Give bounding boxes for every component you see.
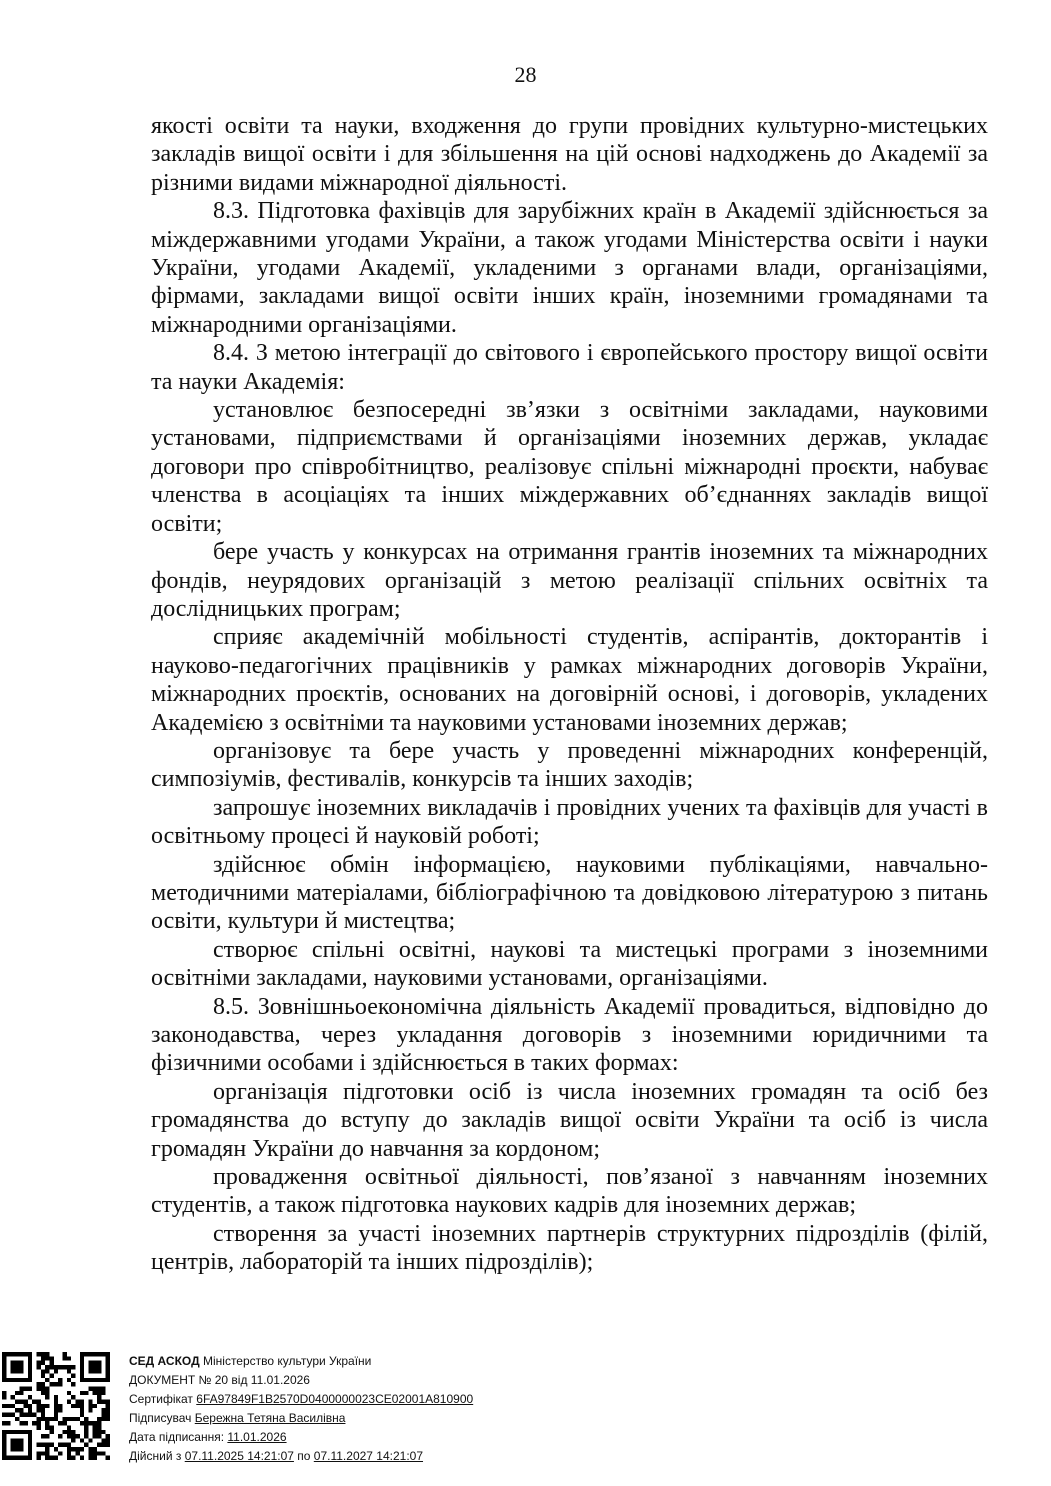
- paragraph-8-4: 8.4. З метою інтеграції до світового і європейського простору вищої освіти та науки Академія:: [151, 340, 988, 395]
- list-item-structural-units: створення за участі іноземних партнерів структурних підрозділів (філій, центрів, лабораторій та інших підрозділів);: [151, 1220, 988, 1276]
- valid-from: 07.11.2025 14:21:07: [184, 1449, 294, 1463]
- list-item-exchange: здійснює обмін інформацією, науковими публікаціями, навчально-методичними матеріалами, бібліографічною та довідковою літературою з питань освіти, культури й мистецтва;: [151, 851, 988, 935]
- stamp-document-line: [129, 1371, 473, 1390]
- stamp-signer-line: Підписувач Бережна Тетяна Василівна: [129, 1411, 346, 1425]
- paragraph-intro-continuation: якості освіти та науки, входження до групи провідних культурно-мистецьких закладів вищої освіти і для збільшення на цій основі надходжень до Академії за різними видами міжнародної діяльності.: [151, 113, 988, 196]
- ministry-name: Міністерство культури України: [202, 1354, 372, 1368]
- list-item-foreign-students: провадження освітньої діяльності, пов’язаної з навчанням іноземних студентів, а також підготовка наукових кадрів для іноземних держав;: [151, 1164, 988, 1219]
- signature-info: [129, 1352, 473, 1466]
- list-item-joint-programs: створює спільні освітні, наукові та мистецькі програми з іноземними освітніми закладами, науковими установами, організаціями.: [151, 936, 988, 992]
- page-number: 28: [514, 62, 537, 87]
- valid-to: 07.11.2027 14:21:07: [313, 1449, 424, 1463]
- stamp-system-line: [129, 1352, 473, 1371]
- list-item-conferences: організовує та бере участь у проведенні міжнародних конференцій, симпозіумів, фестивалів, конкурсів та інших заходів;: [151, 737, 988, 793]
- list-item-grants: бере участь у конкурсах на отримання грантів іноземних та міжнародних фондів, неурядових організацій з метою реалізації спільних освітніх та дослідницьких програм;: [151, 539, 988, 622]
- paragraph-8-3: 8.3. Підготовка фахівців для зарубіжних країн в Академії здійснюється за міждержавними угодами України, а також угодами Міністерства освіти і науки України, угодами Академії, укладеними з органами влади, організаціями, фірмами, закладами вищої освіти інших країн, іноземними громадянами та міжнародними організаціями.: [151, 198, 988, 338]
- list-item-preparation: організація підготовки осіб із числа іноземних громадян та осіб без громадянства до вступу до закладів вищої освіти України та осіб із числа громадян України до навчання за кордоном;: [151, 1078, 988, 1162]
- paragraph-8-5: 8.5. Зовнішньоекономічна діяльність Академії провадиться, відповідно до законодавства, через укладання договорів з іноземними юридичними та фізичними особами і здійснюється в таких формах:: [151, 993, 988, 1077]
- list-item-direct-links: установлює безпосередні зв’язки з освітніми закладами, науковими установами, підприємствами й організаціями іноземних держав, укладає договори про співробітництво, реалізовує спільні міжнародні проєкти, набуває членства в асоціаціях та інших міждержавних об’єднаннях закладів вищої освіти;: [151, 397, 988, 537]
- certificate-serial: 6FA97849F1B2570D0400000023CE02001A810900: [196, 1392, 474, 1406]
- stamp-date-line: Дата підписання: 11.01.2026: [129, 1430, 287, 1444]
- list-item-mobility: сприяє академічній мобільності студентів, аспірантів, докторантів і науково-педагогічних працівників у рамках міжнародних договорів України, міжнародних проєктів, основаних на договірній основі, і договорів, укладених Академією з освітніми та науковими установами іноземних держав;: [151, 624, 988, 736]
- stamp-certificate-line: Сертифікат 6FA97849F1B2570D0400000023CE02001A810900: [129, 1392, 474, 1406]
- signer-name: Бережна Тетяна Василівна: [194, 1411, 346, 1425]
- system-label: СЕД АСКОД: [129, 1354, 200, 1368]
- document-number: ДОКУМЕНТ № 20 від 11.01.2026: [129, 1373, 310, 1387]
- document-body: [151, 112, 988, 1277]
- stamp-validity-line: Дійсний з 07.11.2025 14:21:07 по 07.11.2027 14:21:07: [129, 1449, 424, 1463]
- list-item-invites: запрошує іноземних викладачів і провідних учених та фахівців для участі в освітньому процесі й науковій роботі;: [151, 794, 988, 850]
- sign-date: 11.01.2026: [227, 1430, 287, 1444]
- signature-stamp: [0, 1350, 1051, 1480]
- qr-code-icon: [2, 1352, 110, 1460]
